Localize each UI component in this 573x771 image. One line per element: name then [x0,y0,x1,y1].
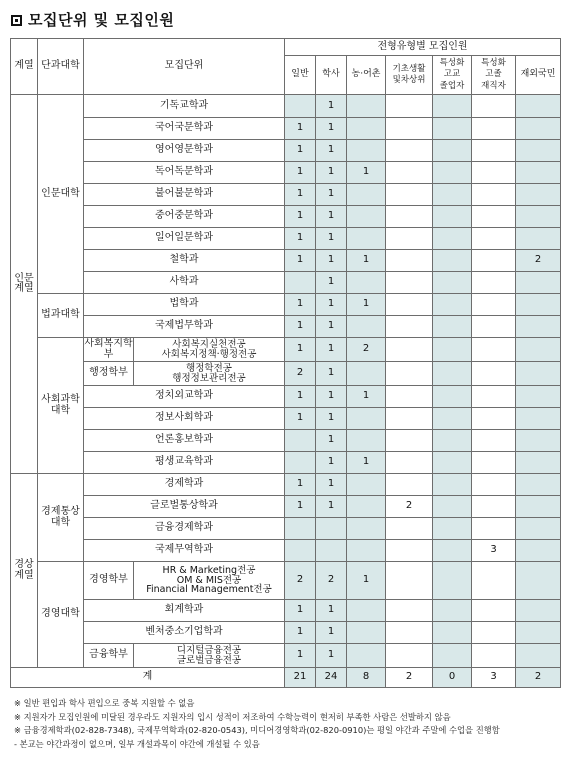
value-cell [347,206,386,228]
value-cell [433,362,472,386]
table-row [11,386,561,408]
value-cell: 1 [285,162,316,184]
value-cell [516,362,561,386]
unit-cell: 국어국문학과 [84,118,285,140]
college-cell: 법과대학 [38,294,84,338]
value-cell [285,518,316,540]
value-cell: 1 [285,250,316,272]
value-cell [386,430,433,452]
college-cell: 사회과학 대학 [38,338,84,474]
value-cell: 1 [285,338,316,362]
value-cell: 2 [285,362,316,386]
value-cell: 1 [347,294,386,316]
value-cell [516,272,561,294]
value-cell: 1 [316,228,347,250]
value-cell [472,408,516,430]
value-cell: 1 [316,474,347,496]
header-type-0: 일반 [285,56,316,95]
value-cell [472,95,516,118]
value-cell [472,600,516,622]
value-cell: 1 [285,600,316,622]
value-cell [433,250,472,272]
note-line: - 본교는 야간과정이 없으며, 일부 개설과목이 야간에 개설될 수 있음 [14,739,260,750]
header-type-5: 특성화 고졸 재직자 [472,56,516,95]
value-cell: 1 [316,644,347,668]
value-cell [516,452,561,474]
value-cell: 2 [316,562,347,600]
value-cell [386,338,433,362]
unit-cell: 기독교학과 [84,95,285,118]
value-cell: 1 [316,140,347,162]
unit-cell: 디지털금융전공 글로벌금융전공 [134,644,285,668]
value-cell [516,474,561,496]
value-cell [433,316,472,338]
value-cell [386,540,433,562]
value-cell [386,272,433,294]
value-cell [316,518,347,540]
value-cell: 1 [285,184,316,206]
value-cell [472,474,516,496]
school-cell: 경영학부 [84,562,134,600]
value-cell [433,430,472,452]
value-cell: 1 [316,600,347,622]
value-cell: 2 [386,496,433,518]
value-cell [472,518,516,540]
header-type-1: 학사 [316,56,347,95]
value-cell [347,496,386,518]
unit-cell: HR & Marketing전공 OM & MIS전공 Financial Management전공 [134,562,285,600]
value-cell [516,496,561,518]
table-row [11,452,561,474]
total-value: 0 [433,668,472,688]
value-cell [386,250,433,272]
note-line: ※ 지원자가 모집인원에 미달된 경우라도 지원자의 입시 성적이 저조하여 수학능력이 현저히 부족한 사람은 선발하지 않음 [14,711,451,722]
value-cell [386,386,433,408]
value-cell [386,294,433,316]
value-cell [347,408,386,430]
table-row [11,250,561,272]
unit-cell: 벤처중소기업학과 [84,622,285,644]
value-cell: 1 [316,430,347,452]
value-cell: 1 [316,206,347,228]
value-cell [516,562,561,600]
value-cell [347,228,386,250]
value-cell [386,600,433,622]
value-cell [347,540,386,562]
header-type-3: 기초생활 및차상위 [386,56,433,95]
value-cell [433,518,472,540]
header-type-6: 재외국민 [516,56,561,95]
value-cell [516,184,561,206]
school-cell: 금융학부 [84,644,134,668]
header-type-4: 특성화 고교 졸업자 [433,56,472,95]
table-row [11,474,561,496]
value-cell [472,228,516,250]
table-row [11,338,561,362]
value-cell [386,95,433,118]
value-cell [386,206,433,228]
table-row [11,540,561,562]
value-cell [386,316,433,338]
value-cell [347,95,386,118]
table-row [11,272,561,294]
notes [14,697,500,752]
value-cell: 1 [285,294,316,316]
value-cell [472,452,516,474]
page-title-text: 모집단위 및 모집인원 [28,11,175,29]
value-cell: 1 [316,118,347,140]
value-cell [433,162,472,184]
value-cell: 1 [316,452,347,474]
unit-cell: 영어영문학과 [84,140,285,162]
unit-cell: 법학과 [84,294,285,316]
table-row [11,316,561,338]
unit-cell: 철학과 [84,250,285,272]
value-cell [347,518,386,540]
total-row [11,668,561,688]
value-cell [433,496,472,518]
value-cell [386,162,433,184]
value-cell: 1 [285,316,316,338]
total-value: 2 [516,668,561,688]
unit-cell: 경제학과 [84,474,285,496]
value-cell [347,316,386,338]
value-cell [516,162,561,184]
note-line: ※ 일반 편입과 학사 편입으로 중복 지원할 수 없음 [14,698,195,708]
value-cell: 1 [316,294,347,316]
college-cell: 인문대학 [38,95,84,294]
header-division: 계열 [11,39,38,95]
value-cell [433,540,472,562]
table-row [11,206,561,228]
value-cell [433,408,472,430]
value-cell [285,272,316,294]
value-cell: 1 [285,140,316,162]
unit-cell: 글로벌통상학과 [84,496,285,518]
value-cell: 1 [316,496,347,518]
value-cell [347,644,386,668]
value-cell [386,408,433,430]
value-cell [347,362,386,386]
table-row [11,294,561,316]
value-cell [285,430,316,452]
table-row [11,622,561,644]
value-cell: 1 [347,250,386,272]
value-cell [472,338,516,362]
value-cell: 1 [285,644,316,668]
value-cell [433,600,472,622]
table-row [11,140,561,162]
value-cell [433,184,472,206]
total-value: 8 [347,668,386,688]
value-cell [347,184,386,206]
table-row [11,162,561,184]
value-cell [472,386,516,408]
table-row [11,362,561,386]
value-cell: 1 [316,316,347,338]
table-row [11,562,561,600]
unit-cell: 정치외교학과 [84,386,285,408]
value-cell [433,644,472,668]
value-cell [386,452,433,474]
value-cell: 1 [285,228,316,250]
unit-cell: 일어일문학과 [84,228,285,250]
value-cell: 1 [285,622,316,644]
value-cell [347,118,386,140]
value-cell [433,140,472,162]
value-cell [433,228,472,250]
value-cell [472,250,516,272]
value-cell [516,600,561,622]
value-cell [433,562,472,600]
value-cell: 1 [285,474,316,496]
value-cell [472,622,516,644]
value-cell [516,338,561,362]
value-cell [347,622,386,644]
value-cell: 1 [316,162,347,184]
table-row [11,644,561,668]
header-college: 단과대학 [38,39,84,95]
value-cell: 1 [316,250,347,272]
value-cell: 2 [285,562,316,600]
value-cell: 1 [347,562,386,600]
value-cell: 1 [285,206,316,228]
table-row [11,118,561,140]
value-cell [347,430,386,452]
value-cell [472,430,516,452]
header-unit: 모집단위 [84,39,285,95]
value-cell: 1 [285,408,316,430]
value-cell: 1 [347,162,386,184]
value-cell [433,622,472,644]
value-cell: 1 [316,408,347,430]
value-cell [516,518,561,540]
value-cell [516,622,561,644]
value-cell [516,430,561,452]
total-value: 21 [285,668,316,688]
page-title [11,9,174,30]
value-cell: 1 [347,452,386,474]
value-cell [347,474,386,496]
value-cell [472,562,516,600]
table-row [11,496,561,518]
value-cell [386,228,433,250]
value-cell [347,140,386,162]
table-row [11,184,561,206]
school-cell: 사회복지학부 [84,338,133,360]
value-cell [472,362,516,386]
table-row [11,408,561,430]
unit-cell: 금융경제학과 [84,518,285,540]
square-bullet-icon [11,15,22,26]
value-cell: 3 [472,540,516,562]
unit-cell: 평생교육학과 [84,452,285,474]
value-cell [285,452,316,474]
value-cell [472,184,516,206]
value-cell: 1 [316,386,347,408]
value-cell [516,118,561,140]
value-cell: 1 [316,184,347,206]
value-cell [386,474,433,496]
total-value: 2 [386,668,433,688]
value-cell [386,362,433,386]
unit-cell: 중어중문학과 [84,206,285,228]
value-cell [316,540,347,562]
value-cell: 1 [347,386,386,408]
unit-cell: 사학과 [84,272,285,294]
value-cell: 1 [285,386,316,408]
header-type-2: 농·어촌 [347,56,386,95]
college-cell: 경영대학 [38,562,84,668]
value-cell [516,140,561,162]
value-cell [433,95,472,118]
value-cell [516,386,561,408]
value-cell: 1 [316,622,347,644]
value-cell [347,272,386,294]
value-cell [516,408,561,430]
table-row [11,600,561,622]
table-row [11,228,561,250]
unit-cell: 사회복지실천전공 사회복지정책·행정전공 [134,338,285,362]
recruitment-table [10,38,561,688]
value-cell [516,644,561,668]
value-cell [433,474,472,496]
value-cell [433,206,472,228]
unit-cell: 행정학전공 행정정보관리전공 [134,362,285,386]
value-cell [433,386,472,408]
value-cell [433,272,472,294]
total-value: 24 [316,668,347,688]
value-cell [386,562,433,600]
value-cell [472,294,516,316]
value-cell [347,600,386,622]
value-cell [433,294,472,316]
value-cell [516,294,561,316]
value-cell [472,118,516,140]
value-cell [386,118,433,140]
value-cell [386,518,433,540]
value-cell [386,184,433,206]
division-cell: 인문 계열 [11,95,38,474]
school-cell: 행정학부 [84,362,134,386]
unit-cell: 언론홍보학과 [84,430,285,452]
value-cell [386,622,433,644]
value-cell: 1 [285,496,316,518]
value-cell [516,206,561,228]
value-cell: 2 [347,338,386,362]
value-cell [433,118,472,140]
value-cell [285,95,316,118]
value-cell [516,95,561,118]
header-admission-types: 전형유형별 모집인원 [285,39,561,56]
total-value: 3 [472,668,516,688]
value-cell: 1 [316,362,347,386]
unit-cell: 회계학과 [84,600,285,622]
value-cell: 2 [516,250,561,272]
total-label: 계 [11,668,285,688]
table-row [11,430,561,452]
value-cell [433,452,472,474]
college-cell: 경제통상 대학 [38,474,84,562]
unit-cell: 국제법무학과 [84,316,285,338]
value-cell [472,206,516,228]
value-cell: 1 [316,95,347,118]
value-cell [516,540,561,562]
unit-cell: 독어독문학과 [84,162,285,184]
value-cell [472,496,516,518]
value-cell [472,316,516,338]
unit-cell: 정보사회학과 [84,408,285,430]
value-cell [516,316,561,338]
table-row [11,518,561,540]
value-cell: 1 [316,272,347,294]
unit-cell: 불어불문학과 [84,184,285,206]
value-cell [472,272,516,294]
value-cell: 1 [316,338,347,362]
value-cell [472,140,516,162]
value-cell [472,162,516,184]
value-cell [433,338,472,362]
division-cell: 경상 계열 [11,474,38,668]
unit-cell: 국제무역학과 [84,540,285,562]
table-row [11,95,561,118]
value-cell [285,540,316,562]
value-cell [472,644,516,668]
value-cell [516,228,561,250]
value-cell [386,140,433,162]
note-line: ※ 금융경제학과(02-828-7348), 국제무역학과(02-820-0543), 미디어경영학과(02-820-0910)는 평일 야간과 주말에 수업을 진행함 [14,725,500,736]
value-cell [386,644,433,668]
value-cell: 1 [285,118,316,140]
